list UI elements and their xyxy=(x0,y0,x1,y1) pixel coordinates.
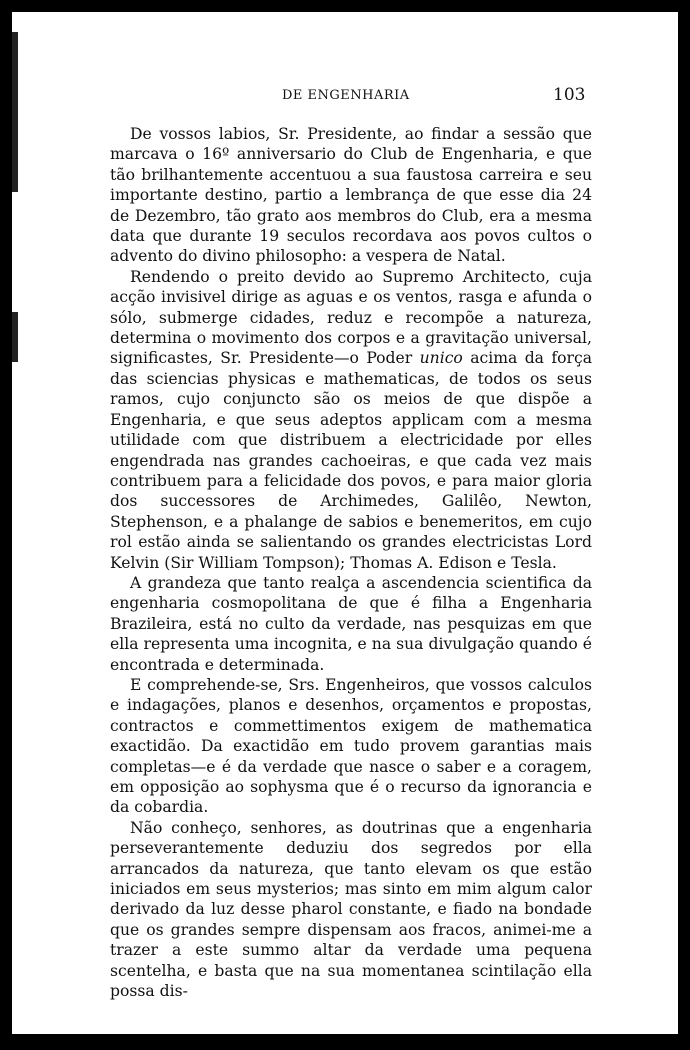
paragraph-3: A grandeza que tanto realça a ascendencia scientifica da engenharia cosmopolitana de que é filha a Engenharia Brazileira, está no culto da verdade, nas pesquizas em que ella representa uma incognita, e na sua divulgação quando é encontrada e determinada. xyxy=(110,573,592,674)
book-page xyxy=(12,12,678,1034)
running-head: DE ENGENHARIA xyxy=(282,88,410,103)
page-header xyxy=(12,86,678,110)
paragraph-4: E comprehende-se, Srs. Engenheiros, que vossos calculos e indagações, planos e desenhos, orçamentos e propostas, contractos e commettimentos exigem de mathematica exactidão. Da exactidão em tudo provem garantias mais completas—e é da verdade que nasce o saber e a coragem, em opposição ao sophysma que é o recurso da ignorancia e da cobardia. xyxy=(110,675,592,817)
body-text xyxy=(110,124,592,1001)
paragraph-2: Rendendo o preito devido ao Supremo Architecto, cuja acção invisivel dirige as aguas e os ventos, rasga e afunda o sólo, submerge cidades, reduz e recompõe a natureza, determina o movimento dos corpos e a gravitação universal, significastes, Sr. Presidente—o Poder unico acima da força das sciencias physicas e mathematicas, de todos os seus ramos, cujo conjuncto são os meios de que dispõe a Engenharia, e que seus adeptos applicam com a mesma utilidade com que distribuem a electricidade por elles engendrada nas grandes cachoeiras, e que cada vez mais contribuem para a felicidade dos povos, e para maior gloria dos successores de Archimedes, Galilêo, Newton, Stephenson, e a phalange de sabios e benemeritos, em cujo rol estão ainda se salientando os grandes electricistas Lord Kelvin (Sir William Tompson); Thomas A. Edison e Tesla. xyxy=(110,267,593,572)
scan-edge-mark xyxy=(12,32,18,192)
emphasis-unico: unico xyxy=(419,349,463,368)
page-number: 103 xyxy=(553,85,586,105)
paragraph-5: Não conheço, senhores, as doutrinas que a engenharia perseverantemente deduziu dos segredos por ella arrancados da natureza, que tanto elevam os que estão iniciados em seus mysterios; mas sinto em mim algum calor derivado da luz desse pharol constante, e fiado na bondade que os grandes sempre dispensam aos fracos, animei-me a trazer a este summo altar da verdade uma pequena scentelha, e basta que na sua momentanea scintilação ella possa dis- xyxy=(110,818,592,1001)
scan-edge-mark xyxy=(12,312,18,362)
paragraph-1: De vossos labios, Sr. Presidente, ao findar a sessão que marcava o 16º anniversario do Club de Engenharia, e que tão brilhantemente accentuou a sua faustosa carreira e seu importante destino, partio a lembrança de que esse dia 24 de Dezembro, tão grato aos membros do Club, era a mesma data que durante 19 seculos recordava aos povos cultos o advento do divino philosopho: a vespera de Natal. xyxy=(110,125,592,266)
